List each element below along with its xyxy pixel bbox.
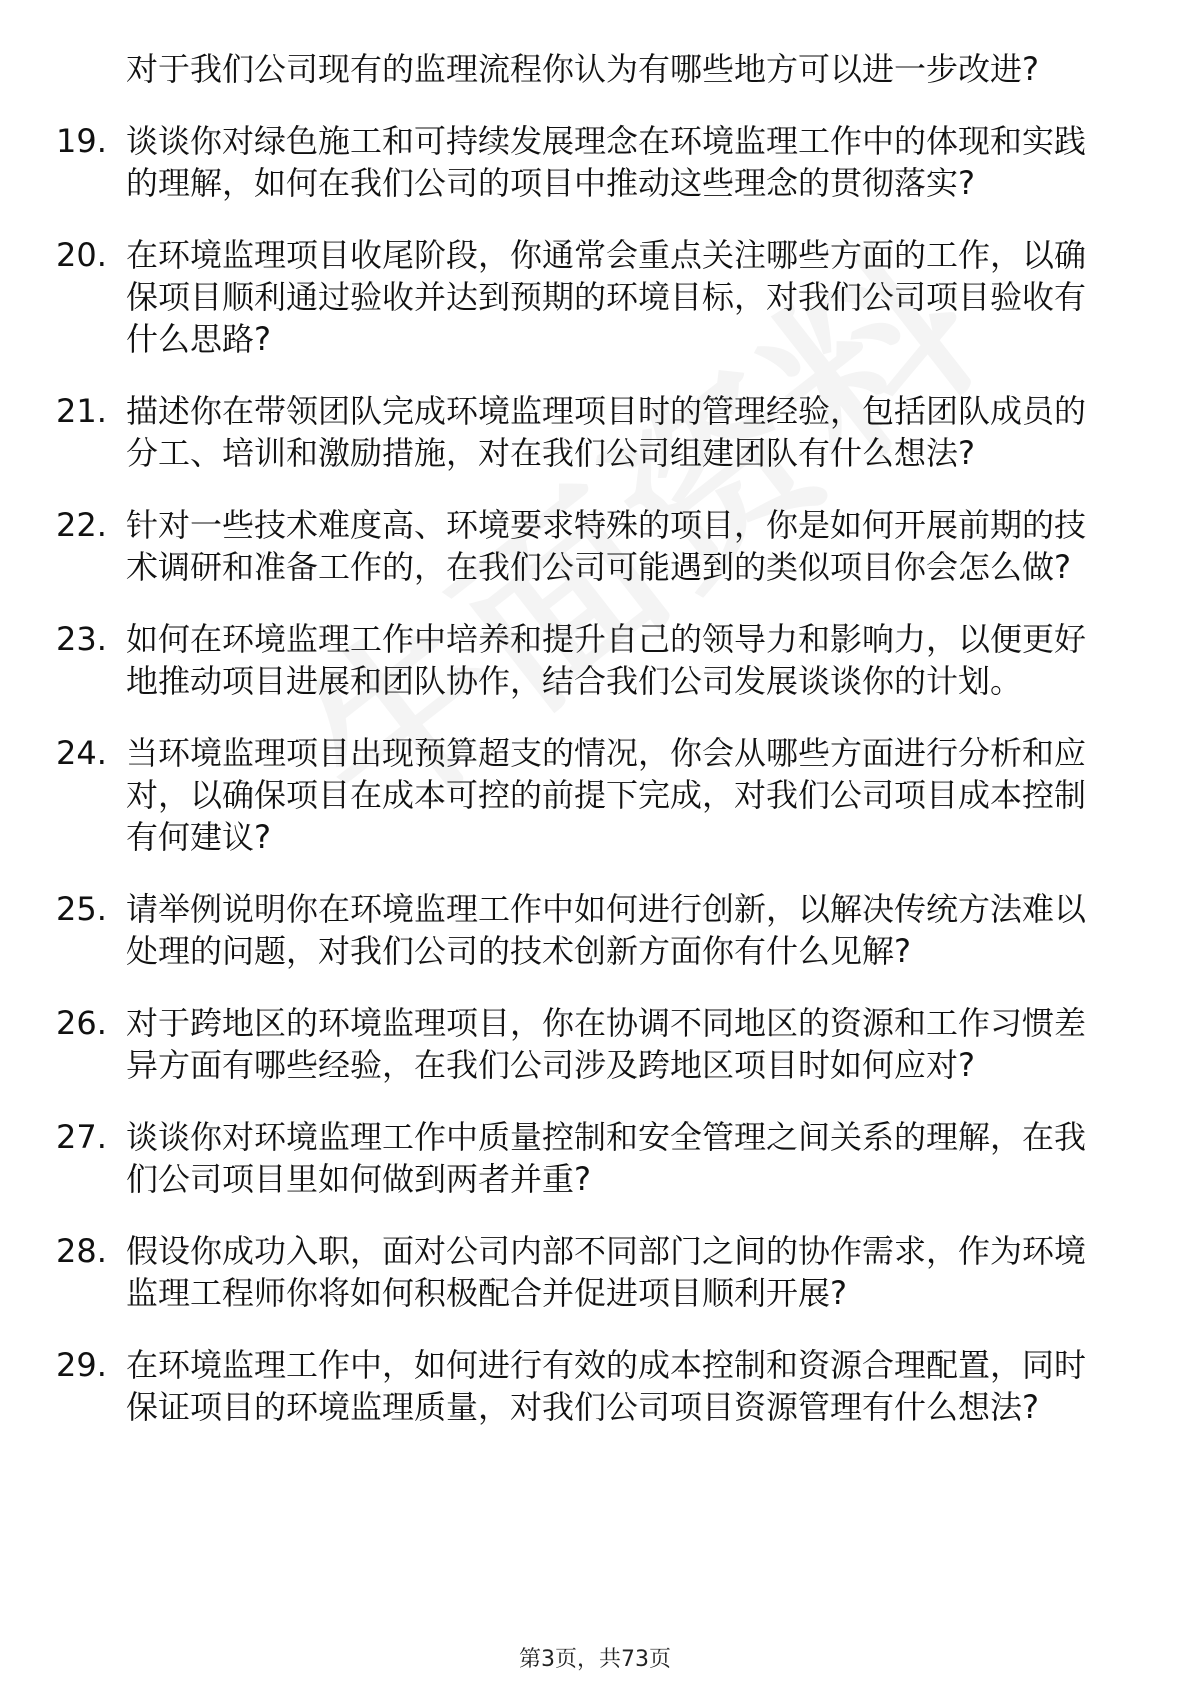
question-text: 请举例说明你在环境监理工作中如何进行创新，以解决传统方法难以处理的问题，对我们公司的技术创新方面你有什么见解? — [126, 890, 1087, 970]
question-item — [56, 120, 1116, 204]
continued-question-text: 对于我们公司现有的监理流程你认为有哪些地方可以进一步改进? — [126, 50, 1039, 88]
document-body — [56, 48, 1116, 1458]
question-text: 描述你在带领团队完成环境监理项目时的管理经验，包括团队成员的分工、培训和激励措施，对在我们公司组建团队有什么想法? — [126, 392, 1087, 472]
question-text: 谈谈你对绿色施工和可持续发展理念在环境监理工作中的体现和实践的理解，如何在我们公司的项目中推动这些理念的贯彻落实? — [126, 122, 1087, 202]
question-item — [56, 618, 1116, 702]
question-number: 21. — [56, 392, 107, 430]
question-text: 谈谈你对环境监理工作中质量控制和安全管理之间关系的理解，在我们公司项目里如何做到两者并重? — [126, 1118, 1087, 1198]
question-number: 20. — [56, 236, 107, 274]
question-item — [56, 732, 1116, 858]
question-item — [56, 1002, 1116, 1086]
question-text: 对于跨地区的环境监理项目，你在协调不同地区的资源和工作习惯差异方面有哪些经验，在我们公司涉及跨地区项目时如何应对? — [126, 1004, 1087, 1084]
question-number: 29. — [56, 1346, 107, 1384]
question-item — [56, 1116, 1116, 1200]
question-number: 23. — [56, 620, 107, 658]
question-item — [56, 1230, 1116, 1314]
page-footer: 第3页，共73页 — [519, 1647, 671, 1672]
question-text: 在环境监理工作中，如何进行有效的成本控制和资源合理配置，同时保证项目的环境监理质量，对我们公司项目资源管理有什么想法? — [126, 1346, 1087, 1426]
question-number: 19. — [56, 122, 107, 160]
question-number: 27. — [56, 1118, 107, 1156]
question-text: 当环境监理项目出现预算超支的情况，你会从哪些方面进行分析和应对，以确保项目在成本可控的前提下完成，对我们公司项目成本控制有何建议? — [126, 734, 1087, 856]
question-text: 针对一些技术难度高、环境要求特殊的项目，你是如何开展前期的技术调研和准备工作的，在我们公司可能遇到的类似项目你会怎么做? — [126, 506, 1087, 586]
question-text: 假设你成功入职，面对公司内部不同部门之间的协作需求，作为环境监理工程师你将如何积极配合并促进项目顺利开展? — [126, 1232, 1087, 1312]
question-item — [56, 234, 1116, 360]
question-item — [56, 390, 1116, 474]
question-number: 24. — [56, 734, 107, 772]
question-text: 如何在环境监理工作中培养和提升自己的领导力和影响力，以便更好地推动项目进展和团队协作，结合我们公司发展谈谈你的计划。 — [126, 620, 1087, 700]
question-number: 22. — [56, 506, 107, 544]
question-text: 在环境监理项目收尾阶段，你通常会重点关注哪些方面的工作，以确保项目顺利通过验收并达到预期的环境目标，对我们公司项目验收有什么思路? — [126, 236, 1087, 358]
question-item — [56, 888, 1116, 972]
question-number: 25. — [56, 890, 107, 928]
question-item — [56, 1344, 1116, 1428]
question-number: 26. — [56, 1004, 107, 1042]
question-item — [56, 504, 1116, 588]
question-number: 28. — [56, 1232, 107, 1270]
